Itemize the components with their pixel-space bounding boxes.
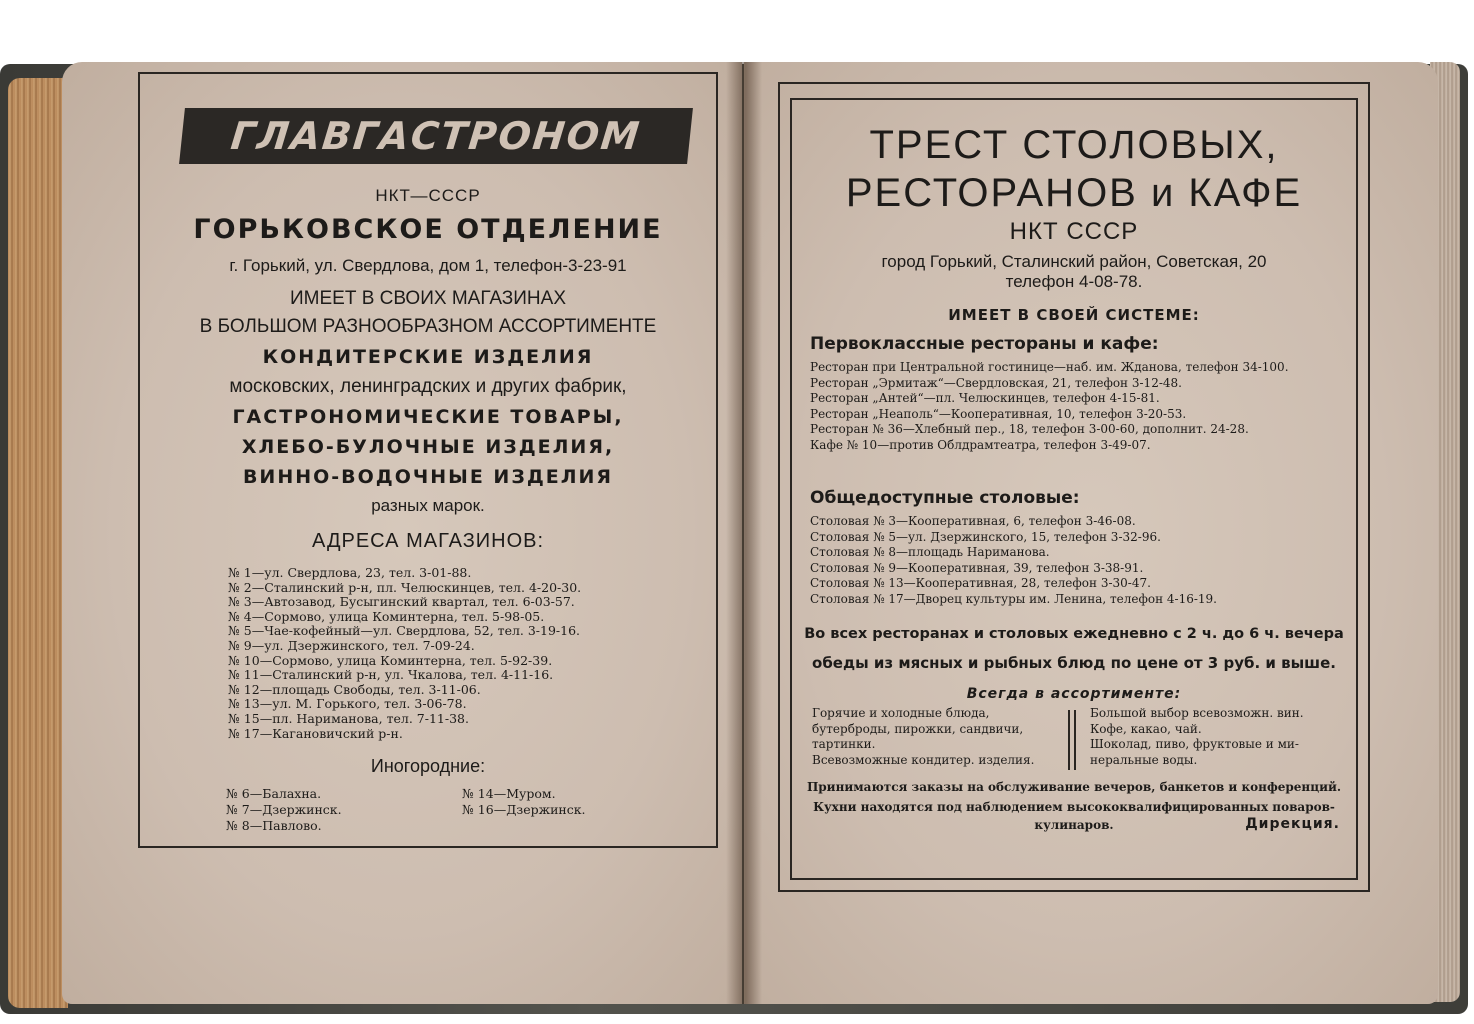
list-item: № 13—ул. М. Горького, тел. 3-06-78. [228,696,467,712]
canteens-title: Общедоступные столовые: [810,488,1080,508]
department-address: г. Горький, ул. Свердлова, дом 1, телефон-3-23-91 [229,256,627,275]
list-item: № 10—Сормово, улица Коминтерна, тел. 5-92-39. [228,652,553,668]
list-item: Горячие и холодные блюда, [812,706,990,720]
list-item: Столовая № 5—ул. Дзержинского, 15, телефон 3-32-96. [810,529,1161,544]
list-item: № 8—Павлово. [226,818,322,833]
ad-line: московских, ленинградских и других фабрик, [229,376,627,397]
list-item: Всевозможные кондитер. изделия. [812,752,1035,767]
list-item: Столовая № 8—площадь Нариманова. [810,545,1050,560]
glavgastronom-ad [138,72,718,848]
list-item: № 3—Автозавод, Бусыгинский квартал, тел. 6-03-57. [228,594,575,610]
list-item: Столовая № 9—Кооперативная, 39, телефон 3-38-91. [810,560,1144,575]
list-item: Ресторан № 36—Хлебный пер., 18, телефон 3-00-60, дополнит. 24-28. [810,422,1249,437]
ad-line: В БОЛЬШОМ РАЗНООБРАЗНОМ АССОРТИМЕНТЕ [199,316,657,337]
assortment-title: Всегда в ассортименте: [966,686,1182,702]
list-item: Кафе № 10—против Облдрамтеатра, телефон 3-49-07. [810,437,1151,452]
list-item: Шоколад, пиво, фруктовые и ми- [1090,737,1299,751]
list-item: Столовая № 17—Дворец культуры им. Ленина, телефон 4-16-19. [810,591,1217,606]
trust-title-line1: ТРЕСТ СТОЛОВЫХ, [869,123,1279,167]
book-gutter [726,62,762,1004]
list-item: Большой выбор всевозможн. вин. [1090,706,1304,720]
trust-phone: телефон 4-08-78. [1005,272,1143,291]
list-item: неральные воды. [1090,752,1198,767]
list-item: № 11—Сталинский р-н, ул. Чкалова, тел. 4-11-16. [228,667,554,683]
list-item: № 7—Дзержинск. [226,802,342,817]
inogorodnie-title: Иногородние: [370,756,486,776]
ad-line-bold: КОНДИТЕРСКИЕ ИЗДЕЛИЯ [262,346,594,368]
dinner-prices: обеды из мясных и рыбных блюд по цене от 3 руб. и выше. [812,654,1336,672]
list-item: № 17—Кагановичский р-н. [228,725,403,741]
list-item: Столовая № 13—Кооперативная, 28, телефон 3-30-47. [810,576,1151,591]
list-item: Ресторан „Антей“—пл. Челюскинцев, телефон 4-15-81. [810,391,1160,406]
signature: Дирекция. [1245,816,1340,832]
list-item: № 12—площадь Свободы, тел. 3-11-06. [228,681,481,697]
shops-list [228,566,581,741]
list-item: № 2—Сталинский р-н, пл. Челюскинцев, тел. 4-20-30. [228,579,582,595]
ad-line: разных марок. [371,496,485,515]
list-item: бутерброды, пирожки, сандвичи, [812,721,1024,736]
page-edges-left [8,78,68,1008]
trust-address: город Горький, Сталинский район, Советская, 20 [881,252,1267,271]
ad-line-bold: ХЛЕБО-БУЛОЧНЫЕ ИЗДЕЛИЯ, [241,436,615,458]
kitchens-note-cont: кулинаров. [1034,818,1114,832]
department-title: ГОРЬКОВСКОЕ ОТДЕЛЕНИЕ [193,214,663,245]
list-item: № 14—Муром. [462,786,556,801]
nkt-label: НКТ СССР [1009,218,1139,245]
restaurants-list [810,360,1289,454]
list-item: № 16—Дзержинск. [462,802,586,817]
list-item: Ресторан „Эрмитаж“—Свердловская, 21, телефон 3-12-48. [810,375,1182,390]
restaurants-title: Первоклассные рестораны и кафе: [810,334,1159,354]
system-heading: ИМЕЕТ В СВОЕЙ СИСТЕМЕ: [948,306,1200,324]
restaurant-trust-ad [778,82,1370,892]
shops-title: АДРЕСА МАГАЗИНОВ: [311,530,545,552]
inogorodnie-column [462,786,586,818]
ad-line: ИМЕЕТ В СВОИХ МАГАЗИНАХ [290,288,566,309]
list-item: тартинки. [812,737,876,751]
list-item: № 9—ул. Дзержинского, тел. 7-09-24. [228,637,475,653]
ad-line-bold: ГАСТРОНОМИЧЕСКИЕ ТОВАРЫ, [232,406,624,428]
list-item: № 4—Сормово, улица Коминтерна, тел. 5-98-05. [228,608,545,624]
ad-inner-frame [790,98,1358,880]
list-item: Кофе, какао, чай. [1090,721,1202,736]
list-item: № 6—Балахна. [226,786,322,801]
kitchens-note: Кухни находятся под наблюдением высококвалифицированных поваров- [813,800,1335,814]
list-item: Столовая № 3—Кооперативная, 6, телефон 3-46-08. [810,514,1136,528]
assortment-divider [1068,710,1070,770]
trust-title-line2: РЕСТОРАНОВ и КАФЕ [845,171,1303,215]
assortment-divider [1074,710,1076,770]
list-item: № 5—Чае-кофейный—ул. Свердлова, 52, тел. 3-19-16. [228,623,581,639]
list-item: Ресторан при Центральной гостинице—наб. им. Жданова, телефон 34-100. [810,360,1289,374]
inogorodnie-column [226,786,342,834]
ad-line-bold: ВИННО-ВОДОЧНЫЕ ИЗДЕЛИЯ [242,466,614,488]
orders-note: Принимаются заказы на обслуживание вечеров, банкетов и конференций. [806,780,1342,794]
daily-hours: Во всех ресторанах и столовых ежедневно с 2 ч. до 6 ч. вечера [804,626,1344,642]
list-item: № 15—пл. Нариманова, тел. 7-11-38. [228,710,469,726]
nkt-label: НКТ—СССР [375,186,481,205]
glavgastronom-logo: ГЛАВГАСТРОНОМ [179,108,693,164]
list-item: Ресторан „Неаполь“—Кооперативная, 10, телефон 3-20-53. [810,406,1187,421]
assortment-right [1090,706,1304,768]
assortment-left [812,706,1034,768]
canteens-list [810,514,1217,608]
list-item: № 1—ул. Свердлова, 23, тел. 3-01-88. [228,565,472,580]
